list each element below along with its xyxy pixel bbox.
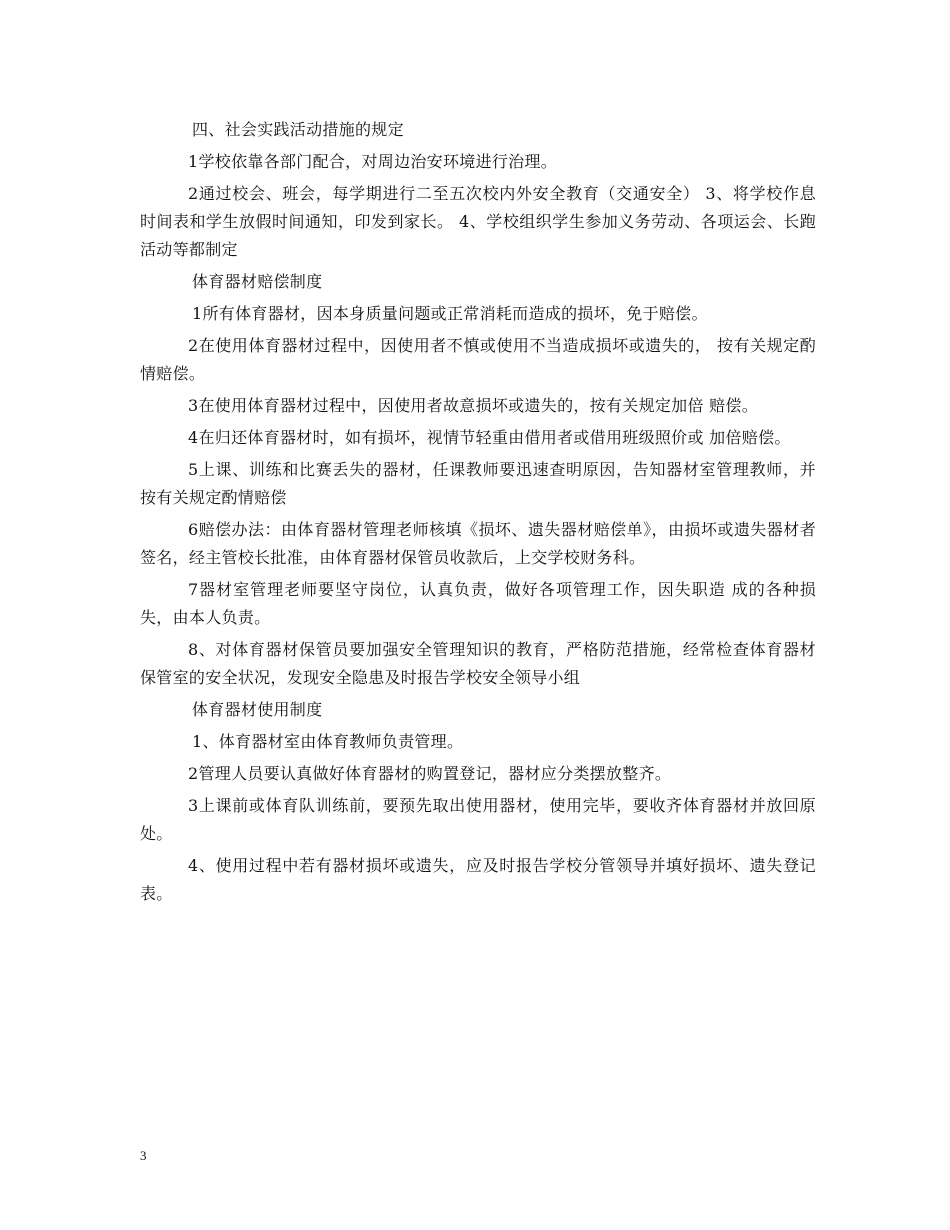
- page-number: 3: [140, 1148, 147, 1163]
- paragraph: 2管理人员要认真做好体育器材的购置登记，器材应分类摆放整齐。: [188, 764, 672, 783]
- section-heading-usage: 体育器材使用制度: [192, 700, 323, 719]
- paragraph: 4、使用过程中若有器材损坏或遗失，应及时报告学校分管领导并填好损坏、遗失登记表。: [140, 856, 816, 903]
- paragraph: 6赔偿办法：由体育器材管理老师核填《损坏、遗失器材赔偿单》，由损坏或遗失器材者签名，经主管校长批准，由体育器材保管员收款后，上交学校财务科。: [140, 520, 816, 567]
- paragraph: 7器材室管理老师要坚守岗位，认真负责，做好各项管理工作，因失职造 成的各种损失，由本人负责。: [140, 580, 816, 627]
- paragraph: 5上课、训练和比赛丢失的器材，任课教师要迅速查明原因，告知器材室管理教师，并按有关规定酌情赔偿: [140, 460, 816, 507]
- paragraph: 4在归还体育器材时，如有损坏，视情节轻重由借用者或借用班级照价或 加倍赔偿。: [188, 428, 791, 447]
- section-heading-social-practice: 四、社会实践活动措施的规定: [192, 120, 404, 139]
- paragraph: 3在使用体育器材过程中，因使用者故意损坏或遗失的，按有关规定加倍 赔偿。: [188, 396, 759, 415]
- paragraph: 1学校依靠各部门配合，对周边治安环境进行治理。: [188, 152, 558, 171]
- paragraph: 8、对体育器材保管员要加强安全管理知识的教育，严格防范措施，经常检查体育器材保管室的安全状况，发现安全隐患及时报告学校安全领导小组: [140, 640, 816, 687]
- paragraph: 2在使用体育器材过程中，因使用者不慎或使用不当造成损坏或遗失的， 按有关规定酌情赔偿。: [140, 336, 816, 383]
- paragraph: 1、体育器材室由体育教师负责管理。: [192, 732, 464, 751]
- paragraph: 1所有体育器材，因本身质量问题或正常消耗而造成的损坏，免于赔偿。: [192, 304, 708, 323]
- paragraph: 2通过校会、班会，每学期进行二至五次校内外安全教育（交通安全） 3、将学校作息时间表和学生放假时间通知，印发到家长。 4、学校组织学生参加义务劳动、各项运会、长跑活动等都制定: [140, 184, 816, 259]
- document-body: [140, 116, 816, 912]
- section-heading-compensation: 体育器材赔偿制度: [192, 272, 323, 291]
- paragraph: 3上课前或体育队训练前，要预先取出使用器材，使用完毕，要收齐体育器材并放回原处。: [140, 796, 816, 843]
